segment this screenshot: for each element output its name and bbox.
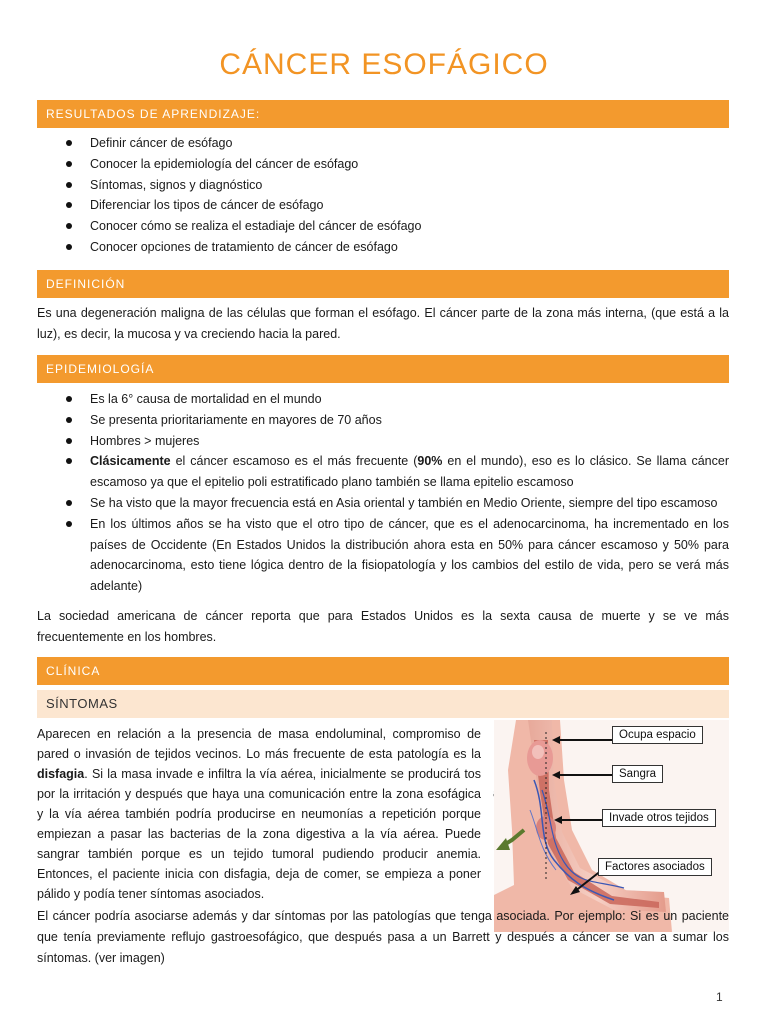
list-item: Conocer opciones de tratamiento de cáncer de esófago bbox=[37, 237, 729, 258]
section-header-epidemiology: EPIDEMIOLOGÍA bbox=[37, 355, 729, 383]
bullet-icon bbox=[66, 458, 72, 464]
section-header-definition: DEFINICIÓN bbox=[37, 270, 729, 298]
callout-factores-asociados: Factores asociados bbox=[598, 858, 712, 876]
bullet-icon bbox=[66, 438, 72, 444]
definition-text: Es una degeneración maligna de las células que forman el esófago. El cáncer parte de la zona más interna, (que está a la luz), es decir, la mucosa y va creciendo hacia la pared. bbox=[37, 306, 729, 341]
bullet-icon bbox=[66, 417, 72, 423]
section-header-clinic: CLÍNICA bbox=[37, 657, 729, 685]
epidemiology-closing-text: La sociedad americana de cáncer reporta que para Estados Unidos es la sexta causa de muerte y se ve más frecuentemente en los hombres. bbox=[37, 609, 729, 644]
bullet-icon bbox=[66, 161, 72, 167]
symptoms-paragraph: Aparecen en relación a la presencia de masa endoluminal, compromiso de pared o invasión de tejidos vecinos. Lo más frecuente de esta patología es la disfagia. Si la masa invade e infiltra la vía aérea, inicialmente se producirá tos por la irritación y después que haya una comunicación entre la zona esofágica y la vía aérea también podría producirse en neumonías a repetición porque empiezan a pasar las bacterias de la zona digestiva a la vía aérea. Puede sangrar también porque es un tejido tumoral pudiendo producir anemia. Entonces, el paciente inicia con disfagia, deja de comer, se empieza a poner pálido y podía tener síntomas asociados. bbox=[37, 727, 481, 901]
page-number: 1 bbox=[716, 990, 723, 1004]
list-item: Es la 6° causa de mortalidad en el mundo bbox=[37, 389, 729, 410]
associated-symptoms-paragraph: El cáncer podría asociarse además y dar síntomas por las patologías que tenga asociada. Por ejemplo: Si es un paciente que tenía previamente reflujo gastroesofágico, que después pasa a un Barrett y después a cáncer se van a sumar los síntomas. (ver imagen) bbox=[37, 909, 729, 965]
esophagus-figure bbox=[494, 720, 729, 932]
bullet-icon bbox=[66, 244, 72, 250]
list-item: Definir cáncer de esófago bbox=[37, 133, 729, 154]
list-item: Diferenciar los tipos de cáncer de esófago bbox=[37, 195, 729, 216]
list-item: Hombres > mujeres bbox=[37, 431, 729, 452]
bullet-icon bbox=[66, 500, 72, 506]
list-item: Conocer cómo se realiza el estadiaje del cáncer de esófago bbox=[37, 216, 729, 237]
subsection-header-symptoms: SÍNTOMAS bbox=[37, 690, 729, 718]
list-item: Síntomas, signos y diagnóstico bbox=[37, 175, 729, 196]
callout-sangra: Sangra bbox=[612, 765, 663, 783]
page-title: CÁNCER ESOFÁGICO bbox=[219, 48, 549, 81]
callout-ocupa-espacio: Ocupa espacio bbox=[612, 726, 703, 744]
bullet-icon bbox=[66, 521, 72, 527]
bullet-icon bbox=[66, 202, 72, 208]
list-item: Se presenta prioritariamente en mayores de 70 años bbox=[37, 410, 729, 431]
bullet-icon bbox=[66, 140, 72, 146]
bullet-icon bbox=[66, 396, 72, 402]
list-item: Clásicamente el cáncer escamoso es el más frecuente (90% en el mundo), eso es lo clásico. Se llama cáncer escamoso ya que el epitelio poli estratificado plano también se llama epitelio escamoso bbox=[37, 451, 729, 493]
bullet-icon bbox=[66, 182, 72, 188]
epidemiology-list bbox=[37, 389, 729, 597]
callout-invade-otros-tejidos: Invade otros tejidos bbox=[602, 809, 716, 827]
section-header-objectives: RESULTADOS DE APRENDIZAJE: bbox=[37, 100, 729, 128]
objectives-list bbox=[37, 133, 729, 258]
bullet-icon bbox=[66, 223, 72, 229]
list-item: Se ha visto que la mayor frecuencia está en Asia oriental y también en Medio Oriente, siempre del tipo escamoso bbox=[37, 493, 729, 514]
list-item: En los últimos años se ha visto que el otro tipo de cáncer, que es el adenocarcinoma, ha incrementado en los países de Occidente (En Estados Unidos la distribución ahora esta en 50% para cáncer escamoso y 50% para adenocarcinoma, esto tiene lógica dentro de la fisiopatología y los cambios del estilo de vida, pero se verá más adelante) bbox=[37, 514, 729, 597]
list-item: Conocer la epidemiología del cáncer de esófago bbox=[37, 154, 729, 175]
